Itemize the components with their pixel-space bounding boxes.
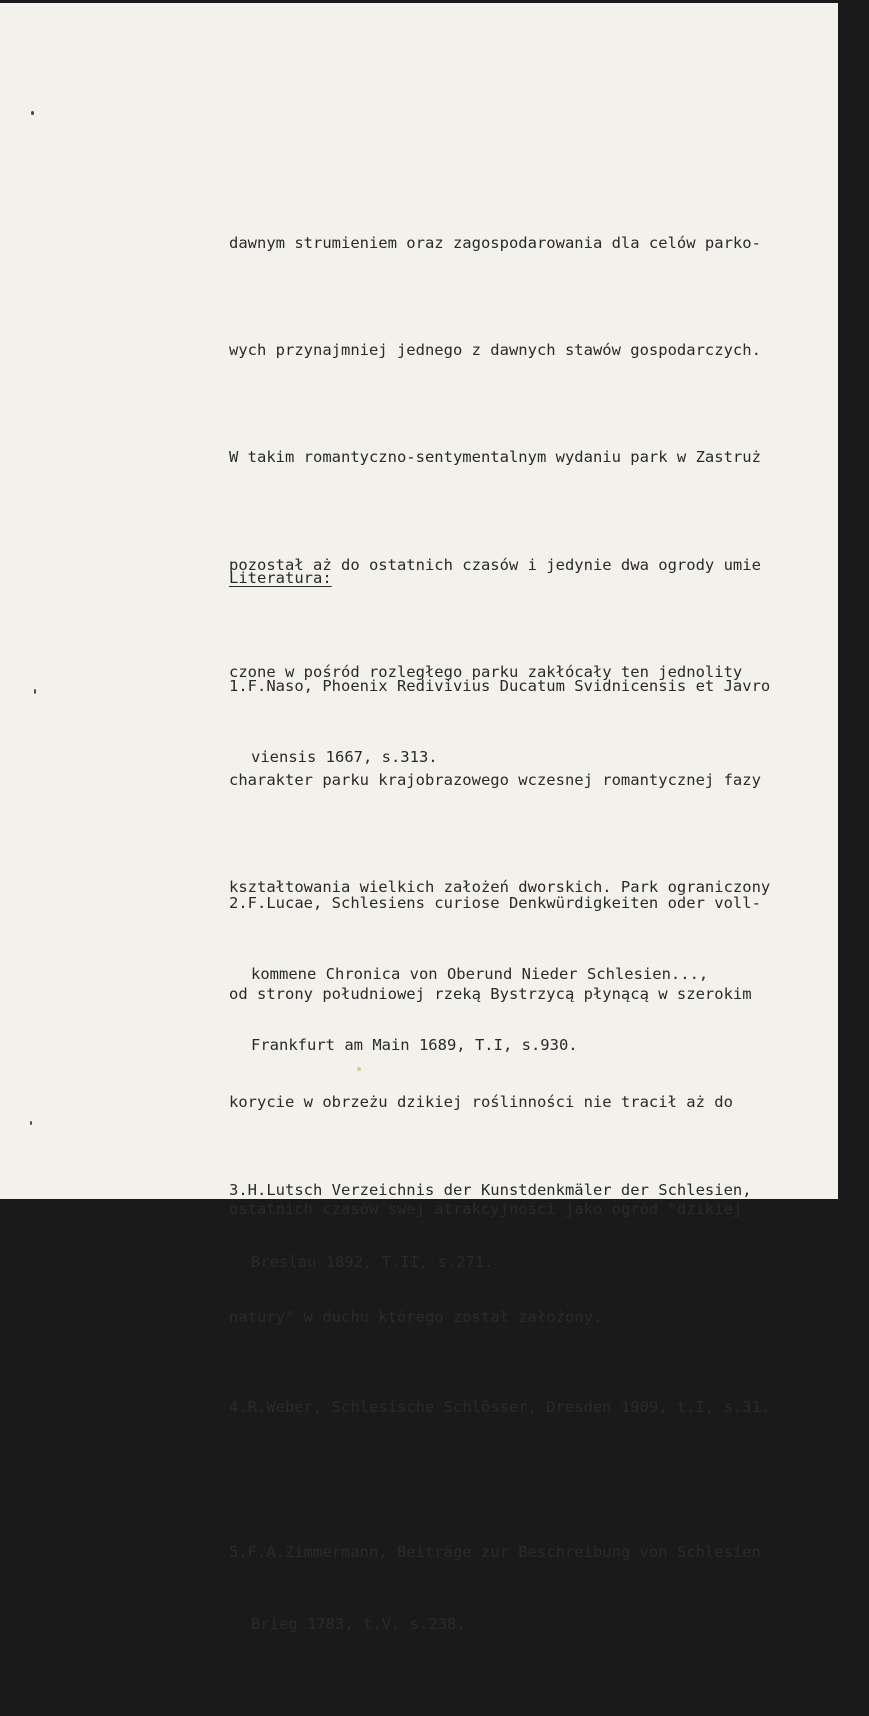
body-line: pozostał aż do ostatnich czasów i jedynie dwa ogrody umie: [229, 555, 761, 574]
reference-item: [229, 1137, 869, 1316]
reference-line: Breslau 1892, T.II, s.271.: [251, 1252, 494, 1271]
body-line: korycie w obrzeżu dzikiej roślinności nie tracił aż do: [229, 1092, 733, 1111]
body-line: kształtowania wielkich założeń dworskich. Park ograniczony: [229, 877, 771, 896]
reference-line: 3.H.Lutsch Verzeichnis der Kunstdenkmäler der Schlesien,: [229, 1181, 752, 1200]
body-line: czone w pośród rozległego parku zakłócały ten jednolity: [229, 663, 743, 682]
reference-item: [229, 850, 869, 1100]
reference-line: Frankfurt am Main 1689, T.I, s.930.: [251, 1036, 578, 1055]
reference-line: 4.R.Weber, Schlesische Schlösser, Dresden 1909, t.I, s.31.: [229, 1398, 771, 1417]
literature-heading: Literatura:: [229, 569, 332, 587]
reference-item: [229, 1354, 869, 1461]
body-line: dawnym strumieniem oraz zagospodarowania dla celów parko-: [229, 233, 761, 252]
reference-line: 2.F.Lucae, Schlesiens curiose Denkwürdigkeiten oder voll-: [229, 893, 761, 912]
reference-line: kommene Chronica von Oberund Nieder Schlesien...,: [251, 964, 709, 983]
body-line: charakter parku krajobrazowego wczesnej romantycznej fazy: [229, 770, 761, 789]
margin-speck: [34, 689, 36, 694]
body-line: wych przynajmniej jednego z dawnych stawów gospodarczych.: [229, 340, 761, 359]
document-page: [0, 3, 838, 1633]
margin-speck: [31, 111, 34, 115]
reference-item: [229, 633, 869, 812]
body-line: natury" w duchu którego został założony.: [229, 1307, 603, 1326]
reference-line: 1.F.Naso, Phoenix Redivivius Ducatum Svidnicensis et Javro: [229, 677, 771, 695]
reference-line: viensis 1667, s.313.: [251, 748, 438, 767]
reference-item: [229, 1499, 869, 1678]
body-line: od strony południowej rzeką Bystrzycą płynącą w szerokim: [229, 985, 752, 1004]
margin-speck: [30, 1121, 32, 1125]
reference-line: Brieg 1783, t.V, s.238.: [251, 1614, 466, 1633]
body-line: W takim romantyczno-sentymentalnym wydaniu park w Zastruż: [229, 448, 761, 467]
reference-line: 5.F.A.Zimmermann, Beiträge zur Beschreibung von Schlesien: [229, 1543, 761, 1562]
body-line: ostatnich czasów swej atrakcyjności jako ogród "dzikiej: [229, 1200, 743, 1219]
reference-list: [229, 597, 869, 1716]
